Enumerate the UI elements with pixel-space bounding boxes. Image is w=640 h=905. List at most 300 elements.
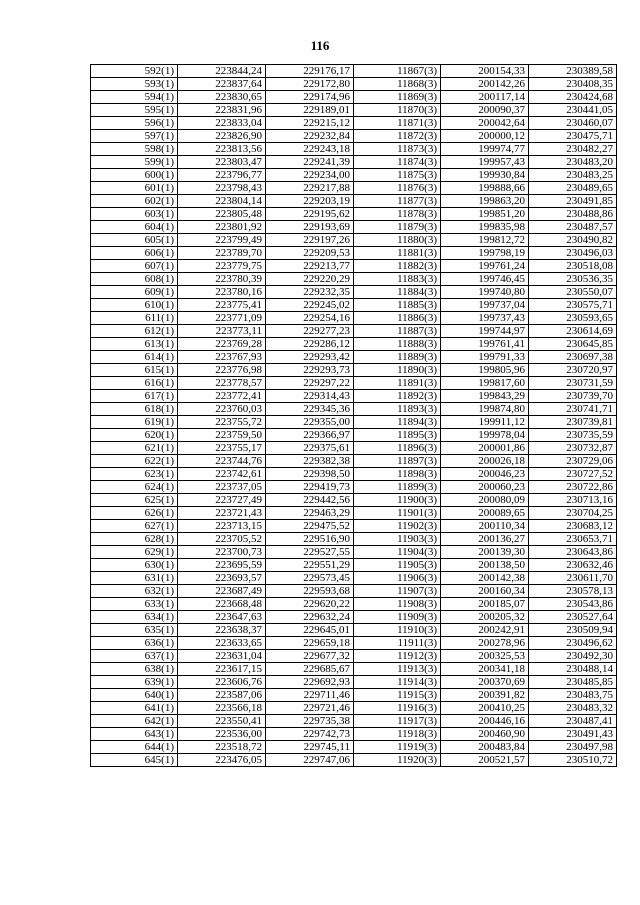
point-id-b-cell: 11905(3) bbox=[354, 559, 441, 572]
y-coordinate-a-cell: 229721,46 bbox=[266, 702, 354, 715]
table-row bbox=[91, 559, 617, 572]
point-id-a-cell: 643(1) bbox=[91, 728, 178, 741]
point-id-b-cell: 11884(3) bbox=[354, 286, 441, 299]
y-coordinate-b-cell: 230485,85 bbox=[529, 676, 617, 689]
point-id-a-cell: 634(1) bbox=[91, 611, 178, 624]
x-coordinate-a-cell: 223668,48 bbox=[178, 598, 266, 611]
x-coordinate-a-cell: 223813,56 bbox=[178, 143, 266, 156]
table-row bbox=[91, 520, 617, 533]
y-coordinate-b-cell: 230575,71 bbox=[529, 299, 617, 312]
x-coordinate-a-cell: 223536,00 bbox=[178, 728, 266, 741]
point-id-a-cell: 594(1) bbox=[91, 91, 178, 104]
point-id-b-cell: 11907(3) bbox=[354, 585, 441, 598]
table-row bbox=[91, 598, 617, 611]
y-coordinate-a-cell: 229742,73 bbox=[266, 728, 354, 741]
y-coordinate-a-cell: 229234,00 bbox=[266, 169, 354, 182]
point-id-b-cell: 11869(3) bbox=[354, 91, 441, 104]
y-coordinate-a-cell: 229172,80 bbox=[266, 78, 354, 91]
x-coordinate-b-cell: 200370,69 bbox=[441, 676, 529, 689]
x-coordinate-a-cell: 223705,52 bbox=[178, 533, 266, 546]
table-row bbox=[91, 234, 617, 247]
x-coordinate-b-cell: 200410,25 bbox=[441, 702, 529, 715]
point-id-a-cell: 609(1) bbox=[91, 286, 178, 299]
y-coordinate-b-cell: 230645,85 bbox=[529, 338, 617, 351]
point-id-a-cell: 605(1) bbox=[91, 234, 178, 247]
point-id-b-cell: 11876(3) bbox=[354, 182, 441, 195]
point-id-a-cell: 639(1) bbox=[91, 676, 178, 689]
x-coordinate-a-cell: 223687,49 bbox=[178, 585, 266, 598]
table-row bbox=[91, 91, 617, 104]
table-row bbox=[91, 104, 617, 117]
x-coordinate-b-cell: 200136,27 bbox=[441, 533, 529, 546]
table-row bbox=[91, 117, 617, 130]
point-id-a-cell: 629(1) bbox=[91, 546, 178, 559]
table-row bbox=[91, 130, 617, 143]
y-coordinate-a-cell: 229747,06 bbox=[266, 754, 354, 767]
table-row bbox=[91, 442, 617, 455]
y-coordinate-b-cell: 230518,08 bbox=[529, 260, 617, 273]
y-coordinate-b-cell: 230653,71 bbox=[529, 533, 617, 546]
x-coordinate-b-cell: 200278,96 bbox=[441, 637, 529, 650]
table-row bbox=[91, 507, 617, 520]
x-coordinate-a-cell: 223778,57 bbox=[178, 377, 266, 390]
table-row bbox=[91, 702, 617, 715]
table-row bbox=[91, 156, 617, 169]
x-coordinate-b-cell: 199978,04 bbox=[441, 429, 529, 442]
point-id-b-cell: 11881(3) bbox=[354, 247, 441, 260]
point-id-b-cell: 11875(3) bbox=[354, 169, 441, 182]
x-coordinate-b-cell: 199888,66 bbox=[441, 182, 529, 195]
x-coordinate-b-cell: 200205,32 bbox=[441, 611, 529, 624]
y-coordinate-a-cell: 229195,62 bbox=[266, 208, 354, 221]
point-id-a-cell: 642(1) bbox=[91, 715, 178, 728]
x-coordinate-a-cell: 223737,05 bbox=[178, 481, 266, 494]
table-row bbox=[91, 546, 617, 559]
y-coordinate-a-cell: 229174,96 bbox=[266, 91, 354, 104]
coordinates-table bbox=[90, 64, 617, 767]
x-coordinate-b-cell: 199740,80 bbox=[441, 286, 529, 299]
x-coordinate-b-cell: 199851,20 bbox=[441, 208, 529, 221]
point-id-b-cell: 11889(3) bbox=[354, 351, 441, 364]
table-row bbox=[91, 364, 617, 377]
x-coordinate-b-cell: 200001,86 bbox=[441, 442, 529, 455]
point-id-a-cell: 607(1) bbox=[91, 260, 178, 273]
y-coordinate-a-cell: 229375,61 bbox=[266, 442, 354, 455]
x-coordinate-a-cell: 223647,63 bbox=[178, 611, 266, 624]
table-row bbox=[91, 468, 617, 481]
y-coordinate-b-cell: 230475,71 bbox=[529, 130, 617, 143]
point-id-b-cell: 11915(3) bbox=[354, 689, 441, 702]
y-coordinate-a-cell: 229527,55 bbox=[266, 546, 354, 559]
y-coordinate-a-cell: 229189,01 bbox=[266, 104, 354, 117]
y-coordinate-a-cell: 229692,93 bbox=[266, 676, 354, 689]
y-coordinate-a-cell: 229419,73 bbox=[266, 481, 354, 494]
table-row bbox=[91, 689, 617, 702]
point-id-a-cell: 610(1) bbox=[91, 299, 178, 312]
y-coordinate-b-cell: 230578,13 bbox=[529, 585, 617, 598]
table-row bbox=[91, 429, 617, 442]
point-id-a-cell: 614(1) bbox=[91, 351, 178, 364]
point-id-a-cell: 599(1) bbox=[91, 156, 178, 169]
x-coordinate-b-cell: 200046,23 bbox=[441, 468, 529, 481]
x-coordinate-a-cell: 223780,39 bbox=[178, 273, 266, 286]
table-row bbox=[91, 741, 617, 754]
table-row bbox=[91, 338, 617, 351]
point-id-a-cell: 593(1) bbox=[91, 78, 178, 91]
y-coordinate-a-cell: 229193,69 bbox=[266, 221, 354, 234]
point-id-b-cell: 11894(3) bbox=[354, 416, 441, 429]
point-id-b-cell: 11888(3) bbox=[354, 338, 441, 351]
point-id-b-cell: 11890(3) bbox=[354, 364, 441, 377]
y-coordinate-b-cell: 230483,20 bbox=[529, 156, 617, 169]
point-id-a-cell: 598(1) bbox=[91, 143, 178, 156]
x-coordinate-b-cell: 199761,41 bbox=[441, 338, 529, 351]
x-coordinate-a-cell: 223606,76 bbox=[178, 676, 266, 689]
point-id-a-cell: 617(1) bbox=[91, 390, 178, 403]
y-coordinate-b-cell: 230492,30 bbox=[529, 650, 617, 663]
y-coordinate-b-cell: 230497,98 bbox=[529, 741, 617, 754]
table-row bbox=[91, 208, 617, 221]
x-coordinate-a-cell: 223693,57 bbox=[178, 572, 266, 585]
point-id-b-cell: 11892(3) bbox=[354, 390, 441, 403]
y-coordinate-a-cell: 229176,17 bbox=[266, 65, 354, 78]
x-coordinate-a-cell: 223518,72 bbox=[178, 741, 266, 754]
y-coordinate-b-cell: 230735,59 bbox=[529, 429, 617, 442]
x-coordinate-a-cell: 223830,65 bbox=[178, 91, 266, 104]
table-row bbox=[91, 195, 617, 208]
table-row bbox=[91, 65, 617, 78]
point-id-b-cell: 11899(3) bbox=[354, 481, 441, 494]
y-coordinate-a-cell: 229243,18 bbox=[266, 143, 354, 156]
point-id-b-cell: 11895(3) bbox=[354, 429, 441, 442]
point-id-b-cell: 11867(3) bbox=[354, 65, 441, 78]
x-coordinate-a-cell: 223779,75 bbox=[178, 260, 266, 273]
x-coordinate-b-cell: 199957,43 bbox=[441, 156, 529, 169]
point-id-b-cell: 11873(3) bbox=[354, 143, 441, 156]
x-coordinate-b-cell: 199930,84 bbox=[441, 169, 529, 182]
point-id-b-cell: 11871(3) bbox=[354, 117, 441, 130]
point-id-b-cell: 11896(3) bbox=[354, 442, 441, 455]
point-id-a-cell: 644(1) bbox=[91, 741, 178, 754]
y-coordinate-b-cell: 230488,86 bbox=[529, 208, 617, 221]
coordinates-table-body bbox=[91, 65, 617, 767]
x-coordinate-b-cell: 200060,23 bbox=[441, 481, 529, 494]
x-coordinate-b-cell: 200026,18 bbox=[441, 455, 529, 468]
point-id-b-cell: 11887(3) bbox=[354, 325, 441, 338]
point-id-b-cell: 11880(3) bbox=[354, 234, 441, 247]
point-id-b-cell: 11912(3) bbox=[354, 650, 441, 663]
y-coordinate-b-cell: 230487,41 bbox=[529, 715, 617, 728]
point-id-a-cell: 601(1) bbox=[91, 182, 178, 195]
y-coordinate-b-cell: 230536,35 bbox=[529, 273, 617, 286]
point-id-a-cell: 633(1) bbox=[91, 598, 178, 611]
point-id-a-cell: 627(1) bbox=[91, 520, 178, 533]
x-coordinate-a-cell: 223803,47 bbox=[178, 156, 266, 169]
y-coordinate-a-cell: 229632,24 bbox=[266, 611, 354, 624]
table-row bbox=[91, 260, 617, 273]
table-row bbox=[91, 611, 617, 624]
point-id-b-cell: 11911(3) bbox=[354, 637, 441, 650]
x-coordinate-b-cell: 200460,90 bbox=[441, 728, 529, 741]
y-coordinate-b-cell: 230704,25 bbox=[529, 507, 617, 520]
x-coordinate-b-cell: 200110,34 bbox=[441, 520, 529, 533]
x-coordinate-a-cell: 223801,92 bbox=[178, 221, 266, 234]
x-coordinate-a-cell: 223789,70 bbox=[178, 247, 266, 260]
x-coordinate-b-cell: 200089,65 bbox=[441, 507, 529, 520]
x-coordinate-b-cell: 199812,72 bbox=[441, 234, 529, 247]
y-coordinate-b-cell: 230527,64 bbox=[529, 611, 617, 624]
y-coordinate-a-cell: 229659,18 bbox=[266, 637, 354, 650]
y-coordinate-b-cell: 230496,62 bbox=[529, 637, 617, 650]
x-coordinate-a-cell: 223587,06 bbox=[178, 689, 266, 702]
x-coordinate-b-cell: 200391,82 bbox=[441, 689, 529, 702]
x-coordinate-b-cell: 200242,91 bbox=[441, 624, 529, 637]
x-coordinate-b-cell: 199843,29 bbox=[441, 390, 529, 403]
x-coordinate-b-cell: 199835,98 bbox=[441, 221, 529, 234]
y-coordinate-a-cell: 229573,45 bbox=[266, 572, 354, 585]
x-coordinate-a-cell: 223695,59 bbox=[178, 559, 266, 572]
y-coordinate-b-cell: 230683,12 bbox=[529, 520, 617, 533]
y-coordinate-a-cell: 229232,84 bbox=[266, 130, 354, 143]
x-coordinate-b-cell: 200341,18 bbox=[441, 663, 529, 676]
x-coordinate-a-cell: 223773,11 bbox=[178, 325, 266, 338]
point-id-a-cell: 615(1) bbox=[91, 364, 178, 377]
point-id-b-cell: 11870(3) bbox=[354, 104, 441, 117]
y-coordinate-b-cell: 230722,86 bbox=[529, 481, 617, 494]
x-coordinate-a-cell: 223769,28 bbox=[178, 338, 266, 351]
table-row bbox=[91, 351, 617, 364]
x-coordinate-a-cell: 223780,16 bbox=[178, 286, 266, 299]
point-id-a-cell: 618(1) bbox=[91, 403, 178, 416]
point-id-b-cell: 11901(3) bbox=[354, 507, 441, 520]
x-coordinate-b-cell: 199744,97 bbox=[441, 325, 529, 338]
x-coordinate-b-cell: 200142,26 bbox=[441, 78, 529, 91]
point-id-a-cell: 626(1) bbox=[91, 507, 178, 520]
y-coordinate-a-cell: 229220,29 bbox=[266, 273, 354, 286]
point-id-b-cell: 11879(3) bbox=[354, 221, 441, 234]
point-id-a-cell: 604(1) bbox=[91, 221, 178, 234]
x-coordinate-a-cell: 223796,77 bbox=[178, 169, 266, 182]
x-coordinate-b-cell: 199974,77 bbox=[441, 143, 529, 156]
y-coordinate-b-cell: 230489,65 bbox=[529, 182, 617, 195]
x-coordinate-b-cell: 200142,38 bbox=[441, 572, 529, 585]
point-id-a-cell: 623(1) bbox=[91, 468, 178, 481]
y-coordinate-a-cell: 229366,97 bbox=[266, 429, 354, 442]
x-coordinate-b-cell: 200446,16 bbox=[441, 715, 529, 728]
x-coordinate-a-cell: 223721,43 bbox=[178, 507, 266, 520]
x-coordinate-b-cell: 199737,43 bbox=[441, 312, 529, 325]
x-coordinate-b-cell: 199737,04 bbox=[441, 299, 529, 312]
y-coordinate-a-cell: 229711,46 bbox=[266, 689, 354, 702]
x-coordinate-a-cell: 223742,61 bbox=[178, 468, 266, 481]
y-coordinate-b-cell: 230732,87 bbox=[529, 442, 617, 455]
table-row bbox=[91, 533, 617, 546]
table-row bbox=[91, 390, 617, 403]
x-coordinate-a-cell: 223700,73 bbox=[178, 546, 266, 559]
point-id-b-cell: 11910(3) bbox=[354, 624, 441, 637]
y-coordinate-a-cell: 229475,52 bbox=[266, 520, 354, 533]
point-id-a-cell: 619(1) bbox=[91, 416, 178, 429]
table-row bbox=[91, 169, 617, 182]
table-row bbox=[91, 663, 617, 676]
y-coordinate-b-cell: 230731,59 bbox=[529, 377, 617, 390]
table-row bbox=[91, 299, 617, 312]
x-coordinate-a-cell: 223727,49 bbox=[178, 494, 266, 507]
y-coordinate-a-cell: 229254,16 bbox=[266, 312, 354, 325]
point-id-b-cell: 11874(3) bbox=[354, 156, 441, 169]
x-coordinate-b-cell: 200090,37 bbox=[441, 104, 529, 117]
x-coordinate-a-cell: 223798,43 bbox=[178, 182, 266, 195]
table-row bbox=[91, 728, 617, 741]
point-id-a-cell: 632(1) bbox=[91, 585, 178, 598]
x-coordinate-a-cell: 223767,93 bbox=[178, 351, 266, 364]
y-coordinate-a-cell: 229745,11 bbox=[266, 741, 354, 754]
table-row bbox=[91, 78, 617, 91]
x-coordinate-b-cell: 200483,84 bbox=[441, 741, 529, 754]
point-id-a-cell: 631(1) bbox=[91, 572, 178, 585]
x-coordinate-a-cell: 223713,15 bbox=[178, 520, 266, 533]
point-id-b-cell: 11908(3) bbox=[354, 598, 441, 611]
point-id-a-cell: 636(1) bbox=[91, 637, 178, 650]
x-coordinate-a-cell: 223805,48 bbox=[178, 208, 266, 221]
y-coordinate-b-cell: 230720,97 bbox=[529, 364, 617, 377]
x-coordinate-b-cell: 200325,53 bbox=[441, 650, 529, 663]
y-coordinate-b-cell: 230739,81 bbox=[529, 416, 617, 429]
point-id-b-cell: 11893(3) bbox=[354, 403, 441, 416]
point-id-b-cell: 11902(3) bbox=[354, 520, 441, 533]
point-id-a-cell: 595(1) bbox=[91, 104, 178, 117]
y-coordinate-a-cell: 229442,56 bbox=[266, 494, 354, 507]
table-row bbox=[91, 286, 617, 299]
y-coordinate-b-cell: 230510,72 bbox=[529, 754, 617, 767]
y-coordinate-a-cell: 229232,35 bbox=[266, 286, 354, 299]
y-coordinate-a-cell: 229297,22 bbox=[266, 377, 354, 390]
x-coordinate-a-cell: 223799,49 bbox=[178, 234, 266, 247]
y-coordinate-a-cell: 229314,43 bbox=[266, 390, 354, 403]
table-row bbox=[91, 143, 617, 156]
x-coordinate-a-cell: 223760,03 bbox=[178, 403, 266, 416]
point-id-a-cell: 603(1) bbox=[91, 208, 178, 221]
y-coordinate-a-cell: 229463,29 bbox=[266, 507, 354, 520]
point-id-a-cell: 638(1) bbox=[91, 663, 178, 676]
point-id-a-cell: 612(1) bbox=[91, 325, 178, 338]
x-coordinate-a-cell: 223833,04 bbox=[178, 117, 266, 130]
x-coordinate-b-cell: 199761,24 bbox=[441, 260, 529, 273]
y-coordinate-a-cell: 229213,77 bbox=[266, 260, 354, 273]
y-coordinate-b-cell: 230550,07 bbox=[529, 286, 617, 299]
y-coordinate-a-cell: 229685,67 bbox=[266, 663, 354, 676]
y-coordinate-b-cell: 230697,38 bbox=[529, 351, 617, 364]
x-coordinate-a-cell: 223638,37 bbox=[178, 624, 266, 637]
x-coordinate-a-cell: 223776,98 bbox=[178, 364, 266, 377]
y-coordinate-a-cell: 229382,38 bbox=[266, 455, 354, 468]
y-coordinate-b-cell: 230483,75 bbox=[529, 689, 617, 702]
y-coordinate-b-cell: 230483,32 bbox=[529, 702, 617, 715]
y-coordinate-a-cell: 229645,01 bbox=[266, 624, 354, 637]
x-coordinate-b-cell: 200000,12 bbox=[441, 130, 529, 143]
table-row bbox=[91, 182, 617, 195]
table-row bbox=[91, 624, 617, 637]
point-id-b-cell: 11868(3) bbox=[354, 78, 441, 91]
y-coordinate-b-cell: 230614,69 bbox=[529, 325, 617, 338]
point-id-a-cell: 624(1) bbox=[91, 481, 178, 494]
table-row bbox=[91, 221, 617, 234]
x-coordinate-a-cell: 223844,24 bbox=[178, 65, 266, 78]
table-row bbox=[91, 676, 617, 689]
x-coordinate-b-cell: 199817,60 bbox=[441, 377, 529, 390]
y-coordinate-b-cell: 230460,07 bbox=[529, 117, 617, 130]
table-row bbox=[91, 481, 617, 494]
point-id-b-cell: 11878(3) bbox=[354, 208, 441, 221]
point-id-b-cell: 11903(3) bbox=[354, 533, 441, 546]
y-coordinate-b-cell: 230643,86 bbox=[529, 546, 617, 559]
point-id-a-cell: 611(1) bbox=[91, 312, 178, 325]
x-coordinate-a-cell: 223617,15 bbox=[178, 663, 266, 676]
table-row bbox=[91, 377, 617, 390]
table-row bbox=[91, 403, 617, 416]
y-coordinate-a-cell: 229209,53 bbox=[266, 247, 354, 260]
x-coordinate-b-cell: 199874,80 bbox=[441, 403, 529, 416]
y-coordinate-a-cell: 229203,19 bbox=[266, 195, 354, 208]
x-coordinate-b-cell: 199746,45 bbox=[441, 273, 529, 286]
x-coordinate-b-cell: 199911,12 bbox=[441, 416, 529, 429]
y-coordinate-a-cell: 229677,32 bbox=[266, 650, 354, 663]
x-coordinate-b-cell: 199863,20 bbox=[441, 195, 529, 208]
point-id-b-cell: 11882(3) bbox=[354, 260, 441, 273]
x-coordinate-a-cell: 223837,64 bbox=[178, 78, 266, 91]
y-coordinate-b-cell: 230611,70 bbox=[529, 572, 617, 585]
y-coordinate-b-cell: 230490,82 bbox=[529, 234, 617, 247]
table-row bbox=[91, 585, 617, 598]
point-id-a-cell: 602(1) bbox=[91, 195, 178, 208]
x-coordinate-a-cell: 223566,18 bbox=[178, 702, 266, 715]
point-id-b-cell: 11914(3) bbox=[354, 676, 441, 689]
point-id-a-cell: 635(1) bbox=[91, 624, 178, 637]
table-row bbox=[91, 312, 617, 325]
y-coordinate-a-cell: 229293,42 bbox=[266, 351, 354, 364]
point-id-a-cell: 625(1) bbox=[91, 494, 178, 507]
x-coordinate-a-cell: 223755,17 bbox=[178, 442, 266, 455]
y-coordinate-a-cell: 229286,12 bbox=[266, 338, 354, 351]
x-coordinate-b-cell: 199798,19 bbox=[441, 247, 529, 260]
y-coordinate-b-cell: 230424,68 bbox=[529, 91, 617, 104]
x-coordinate-a-cell: 223476,05 bbox=[178, 754, 266, 767]
y-coordinate-a-cell: 229551,29 bbox=[266, 559, 354, 572]
table-row bbox=[91, 754, 617, 767]
point-id-b-cell: 11919(3) bbox=[354, 741, 441, 754]
y-coordinate-b-cell: 230543,86 bbox=[529, 598, 617, 611]
point-id-b-cell: 11891(3) bbox=[354, 377, 441, 390]
point-id-a-cell: 640(1) bbox=[91, 689, 178, 702]
y-coordinate-a-cell: 229593,68 bbox=[266, 585, 354, 598]
point-id-b-cell: 11886(3) bbox=[354, 312, 441, 325]
page-number: 116 bbox=[310, 38, 330, 53]
y-coordinate-a-cell: 229241,39 bbox=[266, 156, 354, 169]
y-coordinate-a-cell: 229735,38 bbox=[266, 715, 354, 728]
y-coordinate-a-cell: 229245,02 bbox=[266, 299, 354, 312]
y-coordinate-a-cell: 229277,23 bbox=[266, 325, 354, 338]
point-id-a-cell: 592(1) bbox=[91, 65, 178, 78]
table-row bbox=[91, 494, 617, 507]
x-coordinate-b-cell: 200080,09 bbox=[441, 494, 529, 507]
point-id-b-cell: 11877(3) bbox=[354, 195, 441, 208]
point-id-b-cell: 11918(3) bbox=[354, 728, 441, 741]
point-id-a-cell: 645(1) bbox=[91, 754, 178, 767]
point-id-b-cell: 11916(3) bbox=[354, 702, 441, 715]
y-coordinate-b-cell: 230713,16 bbox=[529, 494, 617, 507]
table-row bbox=[91, 273, 617, 286]
x-coordinate-a-cell: 223550,41 bbox=[178, 715, 266, 728]
